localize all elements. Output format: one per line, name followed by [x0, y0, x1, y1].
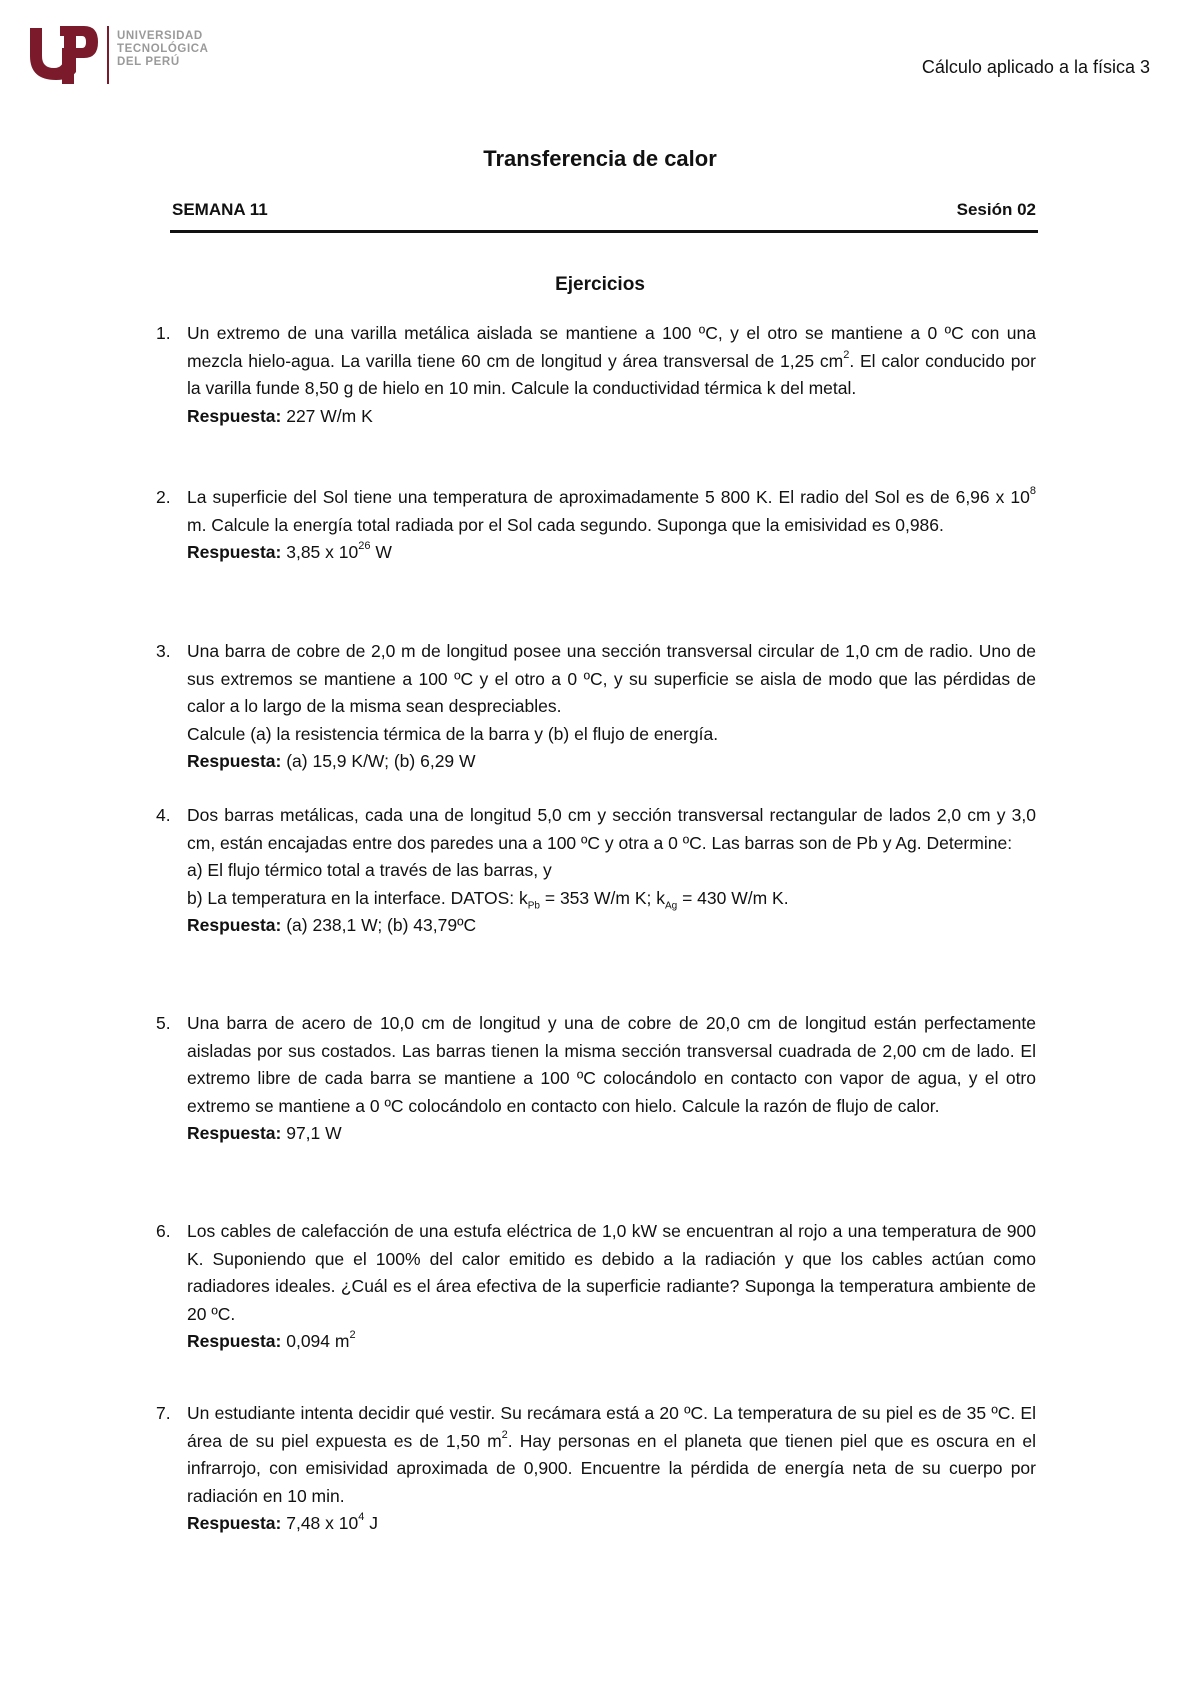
exercise-answer: Respuesta: (a) 15,9 K/W; (b) 6,29 W [187, 751, 476, 771]
utp-logo-icon [26, 22, 100, 88]
exercise-item [156, 802, 1036, 940]
exercise-number: 3. [156, 641, 171, 661]
exercise-text: Dos barras metálicas, cada una de longitud 5,0 cm y sección transversal rectangular de lados 2,0 cm y 3,0 cm, están encajadas entre dos paredes una a 100 ºC y otra a 0 ºC. Las barras son de Pb y Ag. Determine: a) El flujo térmico total a través de las barras, y b) La temperatura en la interface. DATOS: $k_{Pb} = 353$ W/m K; $k_{Ag} = 430$ W/m K. Respuesta: (a) 238,1 W; (b) 43,79ºC [187, 802, 1036, 940]
exercise-answer: Respuesta: 97,1 W [187, 1123, 342, 1143]
exercise-number: 7. [156, 1403, 171, 1423]
document-title: Transferencia de calor [483, 146, 717, 171]
logo-wordmark: UNIVERSIDAD TECNOLÓGICA DEL PERÚ [117, 30, 209, 68]
exercise-number: 4. [156, 805, 171, 825]
exercise-number: 1. [156, 323, 171, 343]
university-logo [26, 22, 216, 88]
exercise-item [156, 1010, 1036, 1148]
exercise-item [156, 484, 1036, 567]
section-title: Ejercicios [555, 274, 645, 295]
exercise-item [156, 1400, 1036, 1538]
week-session-row [170, 200, 1038, 233]
exercise-answer: Respuesta: 3,85 x $10^{26}$ W [187, 540, 392, 562]
exercise-answer: Respuesta: 0,094 $m^2$ [187, 1329, 356, 1351]
exercise-answer: Respuesta: 227 W/m K [187, 405, 373, 426]
exercise-number: 5. [156, 1013, 171, 1033]
exercise-item [156, 320, 1036, 430]
exercise-number: 2. [156, 487, 171, 507]
exercise-item [156, 1218, 1036, 1356]
exercise-text: Los cables de calefacción de una estufa eléctrica de 1,0 kW se encuentran al rojo a una temperatura de 900 K. Suponiendo que el 100% del calor emitido es debido a la radiación y que los cables actúan como radiadores ideales. ¿Cuál es el área efectiva de la superficie radiante? Suponga la temperatura ambiente de 20 ºC. Respuesta: 0,094 $m^2$ [187, 1218, 1036, 1356]
exercise-number: 6. [156, 1221, 171, 1241]
exercise-item [156, 638, 1036, 776]
course-title: Cálculo aplicado a la física 3 [921, 57, 1150, 77]
week-label: SEMANA 11 [172, 200, 268, 219]
exercise-text: Una barra de cobre de 2,0 m de longitud posee una sección transversal circular de 1,0 cm de radio. Uno de sus extremos se mantiene a 100 ºC y el otro a 0 ºC, y su superficie se aisla de modo que las pérdidas de calor a lo largo de la misma sean despreciables. Calcule (a) la resistencia térmica de la barra y (b) el flujo de energía. Respuesta: (a) 15,9 K/W; (b) 6,29 W [187, 638, 1036, 776]
exercise-answer: Respuesta: (a) 238,1 W; (b) 43,79ºC [187, 915, 477, 935]
session-label: Sesión 02 [956, 200, 1036, 219]
exercise-answer: Respuesta: 7,48 x $10^4$ J [187, 1511, 378, 1533]
exercise-text: Un extremo de una varilla metálica aislada se mantiene a 100 ºC, y el otro se mantiene a 0 ºC con una mezcla hielo-agua. La varilla tiene 60 cm de longitud y área transversal de 1,25 $cm^2$. El calor conducido por la varilla funde 8,50 g de hielo en 10 min. Calcule la conductividad térmica k del metal. Respuesta: 227 W/m K [187, 320, 1036, 430]
exercise-text: La superficie del Sol tiene una temperatura de aproximadamente 5 800 K. El radio del Sol es de 6,96 x $10^8$ m. Calcule la energía total radiada por el Sol cada segundo. Suponga que la emisividad es 0,986. Respuesta: 3,85 x $10^{26}$ W [187, 484, 1036, 567]
exercise-text: Una barra de acero de 10,0 cm de longitud y una de cobre de 20,0 cm de longitud están perfectamente aisladas por sus costados. Las barras tienen la misma sección transversal cuadrada de 2,00 cm de lado. El extremo libre de cada barra se mantiene a 100 ºC colocándolo en contacto con vapor de agua, y el otro extremo se mantiene a 0 ºC colocándolo en contacto con hielo. Calcule la razón de flujo de calor. Respuesta: 97,1 W [187, 1010, 1036, 1148]
logo-divider [107, 26, 109, 84]
exercise-text: Un estudiante intenta decidir qué vestir. Su recámara está a 20 ºC. La temperatura de su piel es de 35 ºC. El área de su piel expuesta es de 1,50 $m^2$. Hay personas en el planeta que tienen piel que es oscura en el infrarrojo, con emisividad aproximada de 0,900. Encuentre la pérdida de energía neta de su cuerpo por radiación en 10 min. Respuesta: 7,48 x $10^4$ J [187, 1400, 1036, 1538]
